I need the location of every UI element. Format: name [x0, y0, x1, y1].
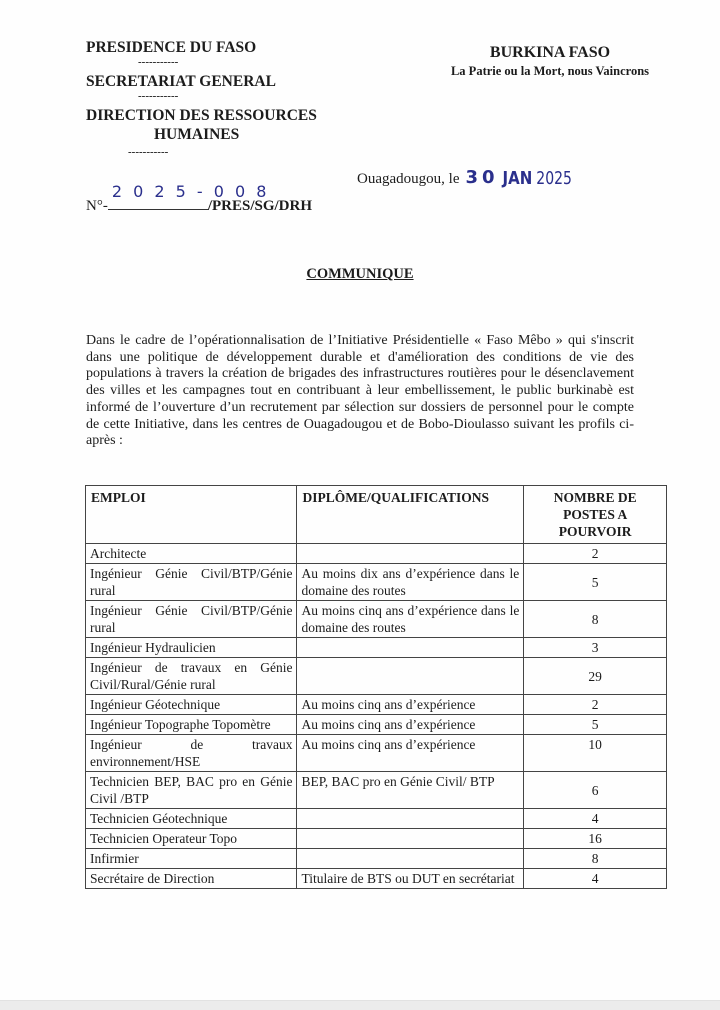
- issuer-direction: DIRECTION DES RESSOURCES: [86, 107, 317, 124]
- cell-qualif: Titulaire de BTS ou DUT en secrétariat: [297, 869, 524, 889]
- header-emploi: EMPLOI: [86, 486, 297, 544]
- cell-postes: 29: [524, 658, 667, 695]
- cell-emploi: Ingénieur Hydraulicien: [86, 638, 297, 658]
- cell-postes: 8: [524, 601, 667, 638]
- table-row: [86, 695, 667, 715]
- cell-emploi: Ingénieur Génie Civil/BTP/Génie rural: [86, 601, 297, 638]
- header-qualifications: DIPLÔME/QUALIFICATIONS: [297, 486, 524, 544]
- cell-emploi: Technicien Géotechnique: [86, 809, 297, 829]
- date-stamp-day: 30: [465, 167, 499, 188]
- cell-postes: 10: [524, 735, 667, 772]
- cell-qualif: Au moins cinq ans d’expérience: [297, 735, 524, 772]
- cell-qualif: [297, 638, 524, 658]
- cell-emploi: Ingénieur de travaux en Génie Civil/Rural/Génie rural: [86, 658, 297, 695]
- cell-qualif: [297, 829, 524, 849]
- body-paragraph: Dans le cadre de l’opérationnalisation de l’Initiative Présidentielle « Faso Mêbo » qui s'inscrit dans une politique de développement durable et d'amélioration des conditions de vie des populations à travers la création de brigades des infrastructures routières pour le désenclavement des villes et les campagnes tout en contribuant à leur embellissement, le public burkinabè est informé de l’ouverture d’un recrutement par sélection sur dossiers de personnel pour le compte de cette Initiative, dans les centres de Ouagadougou et de Bobo-Dioulasso suivant les profils ci-après :: [86, 333, 634, 449]
- table-row: [86, 715, 667, 735]
- cell-qualif: Au moins cinq ans d’expérience: [297, 715, 524, 735]
- cell-postes: 3: [524, 638, 667, 658]
- cell-postes: 8: [524, 849, 667, 869]
- date-stamp-year: 2025: [536, 169, 572, 189]
- cell-emploi: Ingénieur de travaux environnement/HSE: [86, 735, 297, 772]
- cell-qualif: BEP, BAC pro en Génie Civil/ BTP: [297, 772, 524, 809]
- national-motto: La Patrie ou la Mort, nous Vaincrons: [450, 64, 650, 78]
- separator: -----------: [138, 56, 179, 68]
- separator: -----------: [138, 90, 179, 102]
- cell-qualif: [297, 809, 524, 829]
- issuer-direction-cont: HUMAINES: [154, 126, 240, 143]
- cell-postes: 5: [524, 715, 667, 735]
- cell-emploi: Ingénieur Topographe Topomètre: [86, 715, 297, 735]
- cell-emploi: Ingénieur Génie Civil/BTP/Génie rural: [86, 564, 297, 601]
- table-row: [86, 735, 667, 772]
- reference-suffix: /PRES/SG/DRH: [207, 198, 313, 214]
- cell-qualif: Au moins cinq ans d’expérience: [297, 695, 524, 715]
- table-row: [86, 829, 667, 849]
- document-title: [0, 266, 720, 283]
- cell-qualif: [297, 544, 524, 564]
- cell-qualif: [297, 658, 524, 695]
- table-row: [86, 638, 667, 658]
- date-stamp-month: JAN: [502, 167, 533, 189]
- cell-emploi: Technicien Operateur Topo: [86, 829, 297, 849]
- cell-emploi: Technicien BEP, BAC pro en Génie Civil /BTP: [86, 772, 297, 809]
- table-header-row: [86, 486, 667, 544]
- reference-number-stamp: 2 0 2 5 - 0 0 8: [111, 182, 270, 201]
- table-row: [86, 869, 667, 889]
- cell-qualif: Au moins cinq ans d’expérience dans le domaine des routes: [297, 601, 524, 638]
- table-row: [86, 658, 667, 695]
- separator: -----------: [128, 146, 169, 158]
- cell-postes: 2: [524, 695, 667, 715]
- date-prefix: Ouagadougou, le: [357, 171, 460, 187]
- table-row: [86, 772, 667, 809]
- country-name: BURKINA FASO: [489, 44, 611, 61]
- table-row: [86, 809, 667, 829]
- issuer-presidence: PRESIDENCE DU FASO: [86, 39, 257, 56]
- cell-postes: 5: [524, 564, 667, 601]
- cell-qualif: [297, 849, 524, 869]
- cell-postes: 2: [524, 544, 667, 564]
- cell-emploi: Secrétaire de Direction: [86, 869, 297, 889]
- date-line: [357, 167, 572, 188]
- cell-emploi: Ingénieur Géotechnique: [86, 695, 297, 715]
- header-postes: NOMBRE DE POSTES A POURVOIR: [524, 486, 667, 544]
- cell-postes: 6: [524, 772, 667, 809]
- issuer-block: [86, 38, 346, 158]
- country-block: [400, 43, 700, 79]
- cell-postes: 4: [524, 869, 667, 889]
- title-text: COMMUNIQUE: [306, 266, 414, 282]
- table-row: [86, 601, 667, 638]
- cell-postes: 4: [524, 809, 667, 829]
- reference-blank: [108, 182, 270, 210]
- cell-emploi: Infirmier: [86, 849, 297, 869]
- table-row: [86, 544, 667, 564]
- reference-number: [86, 182, 313, 215]
- table-row: [86, 849, 667, 869]
- cell-qualif: Au moins dix ans d’expérience dans le domaine des routes: [297, 564, 524, 601]
- cell-postes: 16: [524, 829, 667, 849]
- issuer-secretariat: SECRETARIAT GENERAL: [86, 73, 276, 90]
- job-table: [85, 485, 667, 889]
- reference-prefix: N°-: [86, 198, 108, 214]
- table-row: [86, 564, 667, 601]
- cell-emploi: Architecte: [86, 544, 297, 564]
